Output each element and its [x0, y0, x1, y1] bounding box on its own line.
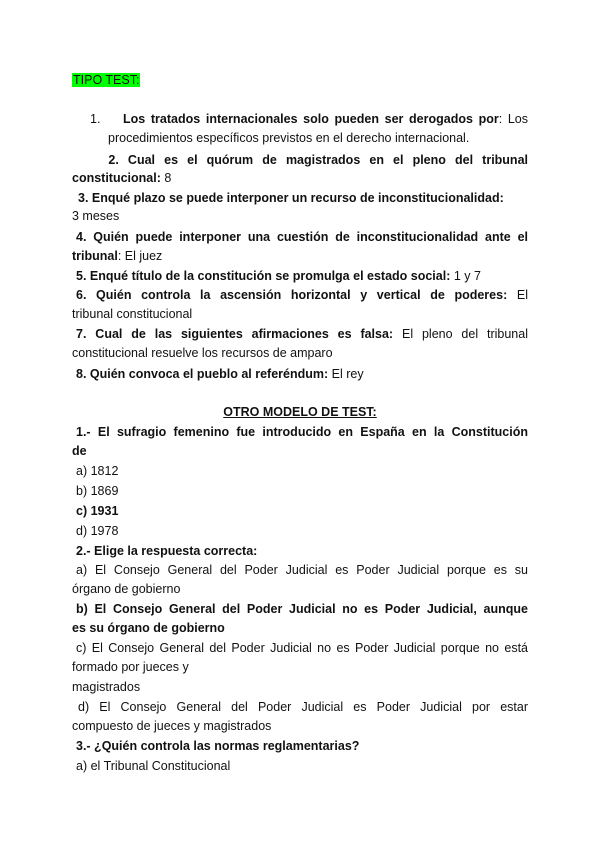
s2-q2-option-c-line-3 — [72, 679, 528, 695]
option-text: c) 1931 — [76, 504, 119, 518]
answer-3 — [72, 208, 528, 224]
question-6-line-2 — [72, 306, 528, 322]
answer-text: El — [507, 288, 528, 302]
option-text: compuesto de jueces y magistrados — [72, 719, 272, 733]
question-4-line-1 — [76, 229, 528, 245]
question-text: Los tratados internacionales solo pueden ser derogados por — [123, 112, 499, 126]
option-text: c) El Consejo General del Poder Judicial no es Poder Judicial porque no está — [76, 641, 528, 655]
question-text: tribunal — [72, 249, 118, 263]
answer-text: tribunal constitucional — [72, 307, 193, 321]
option-text: d) El Consejo General del Poder Judicial es Poder Judicial por estar — [78, 700, 528, 714]
answer-text: 8 — [160, 171, 172, 185]
option-text: b) El Consejo General del Poder Judicial no es Poder Judicial, aunque — [76, 602, 528, 616]
question-text: 8. Quién convoca el pueblo al referéndum: — [76, 367, 329, 381]
option-c-correct — [76, 503, 532, 519]
answer-text: 3 meses — [72, 209, 120, 223]
answer-text: : El juez — [117, 249, 163, 263]
question-7-line-2 — [72, 345, 528, 361]
answer-text: El pleno del tribunal — [393, 327, 528, 341]
question-4-line-2 — [72, 248, 528, 264]
answer-text: : Los — [498, 112, 528, 126]
option-text: d) 1978 — [76, 524, 119, 538]
question-text: 2. Cual es el quórum de magistrados en el pleno del tribunal — [108, 153, 528, 167]
question-6-line-1 — [76, 287, 528, 303]
section-2-title-text: OTRO MODELO DE TEST: — [223, 405, 377, 419]
question-text: 3.- ¿Quién controla las normas reglamentarias? — [76, 739, 360, 753]
question-text: 4. Quién puede interponer una cuestión de inconstitucionalidad ante el — [76, 230, 528, 244]
answer-text: 1 y 7 — [450, 269, 481, 283]
question-text: de — [72, 444, 87, 458]
question-text: 5. Enqué título de la constitución se promulga el estado social: — [76, 269, 451, 283]
s2-q2-option-d-line-2 — [72, 718, 528, 734]
question-5 — [76, 268, 532, 284]
option-text: a) 1812 — [76, 464, 119, 478]
option-a — [76, 463, 532, 479]
highlighted-title: TIPO TEST: — [73, 73, 140, 87]
option-text: a) el Tribunal Constitucional — [76, 759, 231, 773]
s2-question-1-line-2 — [72, 443, 528, 459]
question-text: 6. Quién controla la ascensión horizontal y vertical de poderes: — [76, 288, 508, 302]
question-1-line-1 — [90, 111, 528, 127]
option-b — [76, 483, 532, 499]
s2-q2-option-c-line-1 — [76, 640, 528, 656]
answer-text: procedimientos específicos previstos en el derecho internacional. — [108, 131, 470, 145]
section-title — [72, 72, 528, 88]
section-2-title — [72, 404, 528, 420]
option-text: órgano de gobierno — [72, 582, 181, 596]
s2-q2-option-c-line-2 — [72, 659, 528, 675]
answer-text: constitucional resuelve los recursos de amparo — [72, 346, 333, 360]
s2-q2-option-d-line-1 — [78, 699, 528, 715]
question-text: 3. Enqué plazo se puede interponer un recurso de inconstitucionalidad: — [78, 191, 504, 205]
question-2-line-2 — [72, 170, 528, 186]
option-text: a) El Consejo General del Poder Judicial es Poder Judicial porque es su — [76, 563, 528, 577]
question-text: constitucional: — [72, 171, 161, 185]
option-text: formado por jueces y — [72, 660, 189, 674]
answer-text: El rey — [328, 367, 364, 381]
s2-q2-option-a-line-2 — [72, 581, 528, 597]
question-3 — [78, 190, 534, 206]
question-2-line-1 — [72, 152, 528, 168]
question-1-line-2 — [108, 130, 528, 146]
option-text: es su órgano de gobierno — [72, 621, 225, 635]
question-text: 7. Cual de las siguientes afirmaciones es falsa: — [76, 327, 394, 341]
s2-question-2 — [76, 543, 532, 559]
s2-q2-option-b-line-1 — [76, 601, 528, 617]
question-text: 2.- Elige la respuesta correcta: — [76, 544, 258, 558]
option-text: magistrados — [72, 680, 141, 694]
question-text: 1.- El sufragio femenino fue introducido en España en la Constitución — [76, 425, 528, 439]
s2-q3-option-a — [76, 758, 532, 774]
s2-q2-option-a-line-1 — [76, 562, 528, 578]
s2-question-1-line-1 — [76, 424, 528, 440]
s2-question-3 — [76, 738, 532, 754]
option-text: b) 1869 — [76, 484, 119, 498]
option-d — [76, 523, 532, 539]
s2-q2-option-b-line-2 — [72, 620, 528, 636]
question-8 — [76, 366, 532, 382]
question-7-line-1 — [76, 326, 528, 342]
question-number: 1. — [90, 112, 101, 126]
